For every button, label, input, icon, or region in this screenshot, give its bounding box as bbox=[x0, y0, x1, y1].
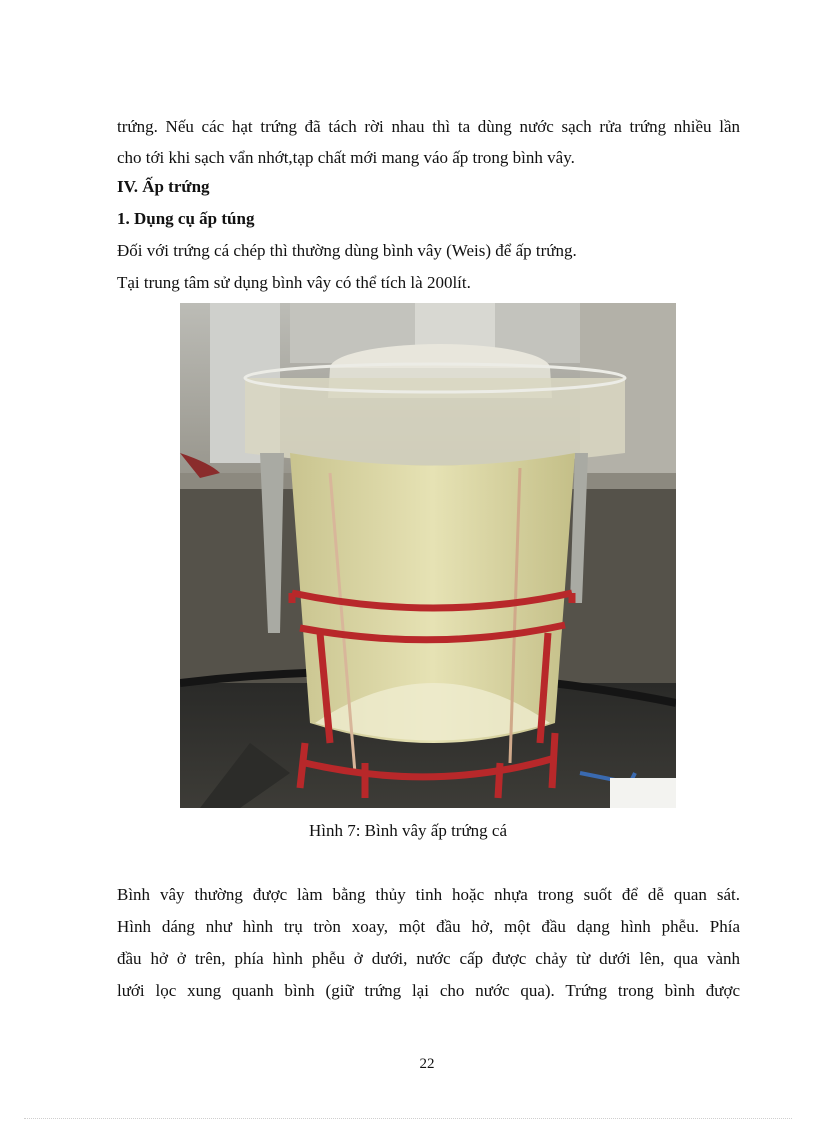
subsection-heading: 1. Dụng cụ ấp túng bbox=[117, 209, 255, 228]
paragraph-3-line-1: Bình vây thường được làm bằng thủy tinh hoặc nhựa trong suốt để dễ quan sát. bbox=[117, 885, 740, 904]
figure-caption: Hình 7: Bình vây ấp trứng cá bbox=[308, 821, 508, 840]
page-number: 22 bbox=[419, 1056, 435, 1072]
paragraph-1-line-1: trứng. Nếu các hạt trứng đã tách rời nhau thì ta dùng nước sạch rửa trứng nhiều lần bbox=[117, 117, 740, 136]
section-heading: IV. Ấp trứng bbox=[117, 177, 210, 196]
paragraph-3-line-2: Hình dáng như hình trụ tròn xoay, một đầu hở, một đầu dạng hình phễu. Phía bbox=[117, 917, 740, 936]
page-bottom-divider bbox=[24, 1118, 792, 1119]
paragraph-3-line-4: lưới lọc xung quanh bình (giữ trứng lại cho nước qua). Trứng trong bình được bbox=[117, 981, 740, 1000]
paragraph-2-line-2: Tại trung tâm sử dụng bình vây có thể tích là 200lít. bbox=[117, 273, 471, 292]
egg-incubator-photo bbox=[180, 303, 676, 808]
paragraph-3-line-3: đầu hở ở trên, phía hình phễu ở dưới, nước cấp được chảy từ dưới lên, qua vành bbox=[117, 949, 740, 968]
paragraph-2-line-1: Đối với trứng cá chép thì thường dùng bình vây (Weis) để ấp trứng. bbox=[117, 241, 577, 260]
paragraph-1-line-2: cho tới khi sạch vẩn nhớt,tạp chất mới mang váo ấp trong bình vây. bbox=[117, 148, 575, 167]
